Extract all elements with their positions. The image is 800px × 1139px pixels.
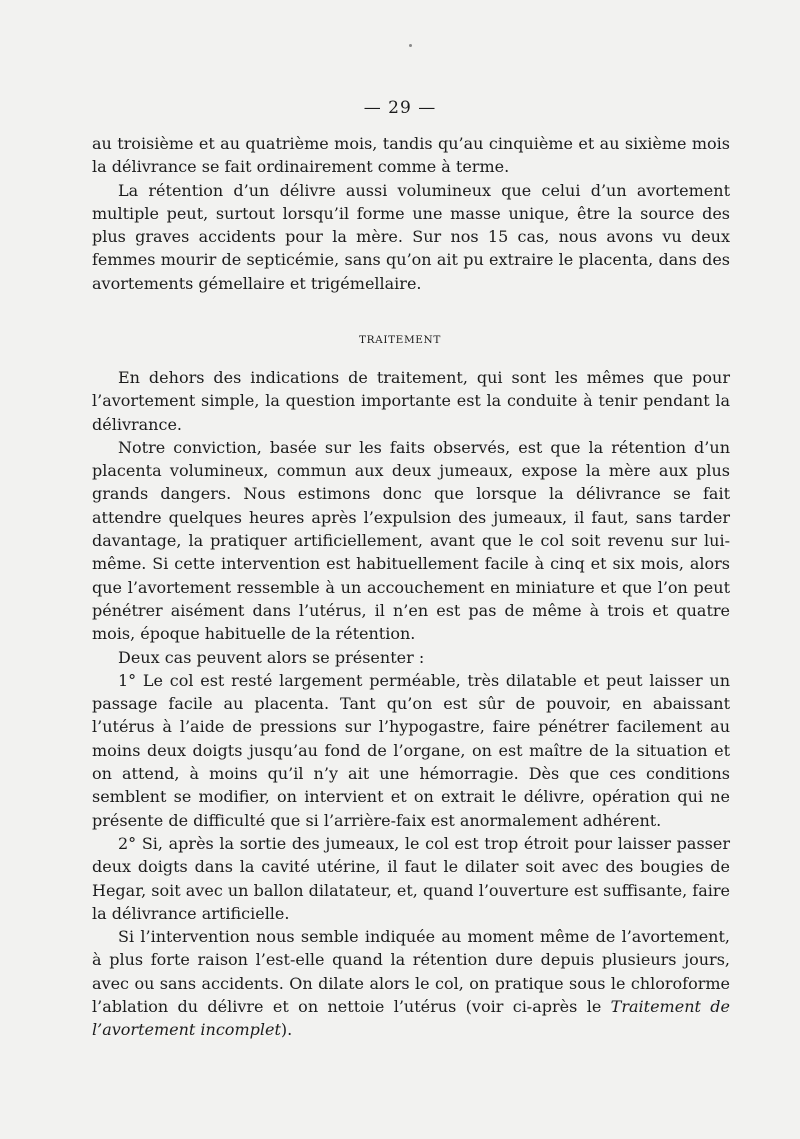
paragraph-conviction: Notre conviction, basée sur les faits observés, est que la rétention d’un placenta volumineux, commun aux deux jumeaux, expose la mère aux plus grands dangers. Nous estimons donc que lorsque la délivrance se fait attendre quelques heures après l’expulsion des jumeaux, il faut, sans tarder davantage, la pratiquer artificiellement, avant que le col soit revenu sur lui-même. Si cette intervention est habituellement facile à cinq et six mois, alors que l’avortement ressemble à un accouchement en miniature et que l’on peut pénétrer aisément dans l’utérus, il n’en est pas de même à trois et quatre mois, époque habituelle de la rétention. bbox=[92, 437, 730, 644]
intervention-text: Si l’intervention nous semble indiquée au moment même de l’avortement, à plus forte raison l’est-elle quand la rétention dure depuis plusieurs jours, avec ou sans accidents. On dilate alors le col, on pratique sous le chloroforme l’ablation du délivre et on nettoie l’utérus (voir ci-après le bbox=[92, 927, 730, 1017]
paragraph-case-1: 1° Le col est resté largement perméable, très dilatable et peut laisser un passage facile au placenta. Tant qu’on est sûr de pouvoir, en abaissant l’utérus à l’aide de pressions sur l’hypogastre, faire pénétrer facilement au moins deux doigts jusqu’au fond de l’organe, on est maître de la situation et on attend, à moins qu’il n’y ait une hémorragie. Dès que ces conditions semblent se modifier, on intervient et on extrait le délivre, opération qui ne présente de difficulté que si l’arrière-faix est anormalement adhérent. bbox=[92, 670, 730, 830]
paragraph-deux-cas: Deux cas peuvent alors se présenter : bbox=[118, 647, 425, 667]
page-number: — 29 — bbox=[363, 98, 437, 118]
paragraph-case-2: 2° Si, après la sortie des jumeaux, le col est trop étroit pour laisser passer deux doigts dans la cavité utérine, il faut le dilater soit avec des bougies de Hegar, soit avec un ballon dilatateur, et, quand l’ouverture est suffisante, faire la délivrance artificielle. bbox=[92, 833, 730, 923]
section-heading-traitement: TRAITEMENT bbox=[359, 334, 441, 346]
body-text-top bbox=[92, 132, 730, 295]
paragraph-retention: La rétention d’un délivre aussi volumineux que celui d’un avortement multiple peut, surtout lorsqu’il forme une masse unique, être la source des plus graves accidents pour la mère. Sur nos 15 cas, nous avons vu deux femmes mourir de septicémie, sans qu’on ait pu extraire le placenta, dans des avortements gémellaire et trigémellaire. bbox=[92, 180, 730, 293]
intervention-closing: ). bbox=[280, 1020, 293, 1040]
paragraph-continued: au troisième et au quatrième mois, tandis qu’au cinquième et au sixième mois la délivrance se fait ordinairement comme à terme. bbox=[92, 134, 730, 177]
paragraph-indications: En dehors des indications de traitement, qui sont les mêmes que pour l’avortement simple, la question importante est la conduite à tenir pendant la délivrance. bbox=[92, 368, 730, 434]
intervention-reference: Traitement de l’avortement incomplet bbox=[92, 997, 731, 1040]
body-text-traitement bbox=[92, 366, 730, 1042]
paragraph-intervention bbox=[92, 925, 730, 1041]
paper-speck bbox=[409, 44, 412, 47]
